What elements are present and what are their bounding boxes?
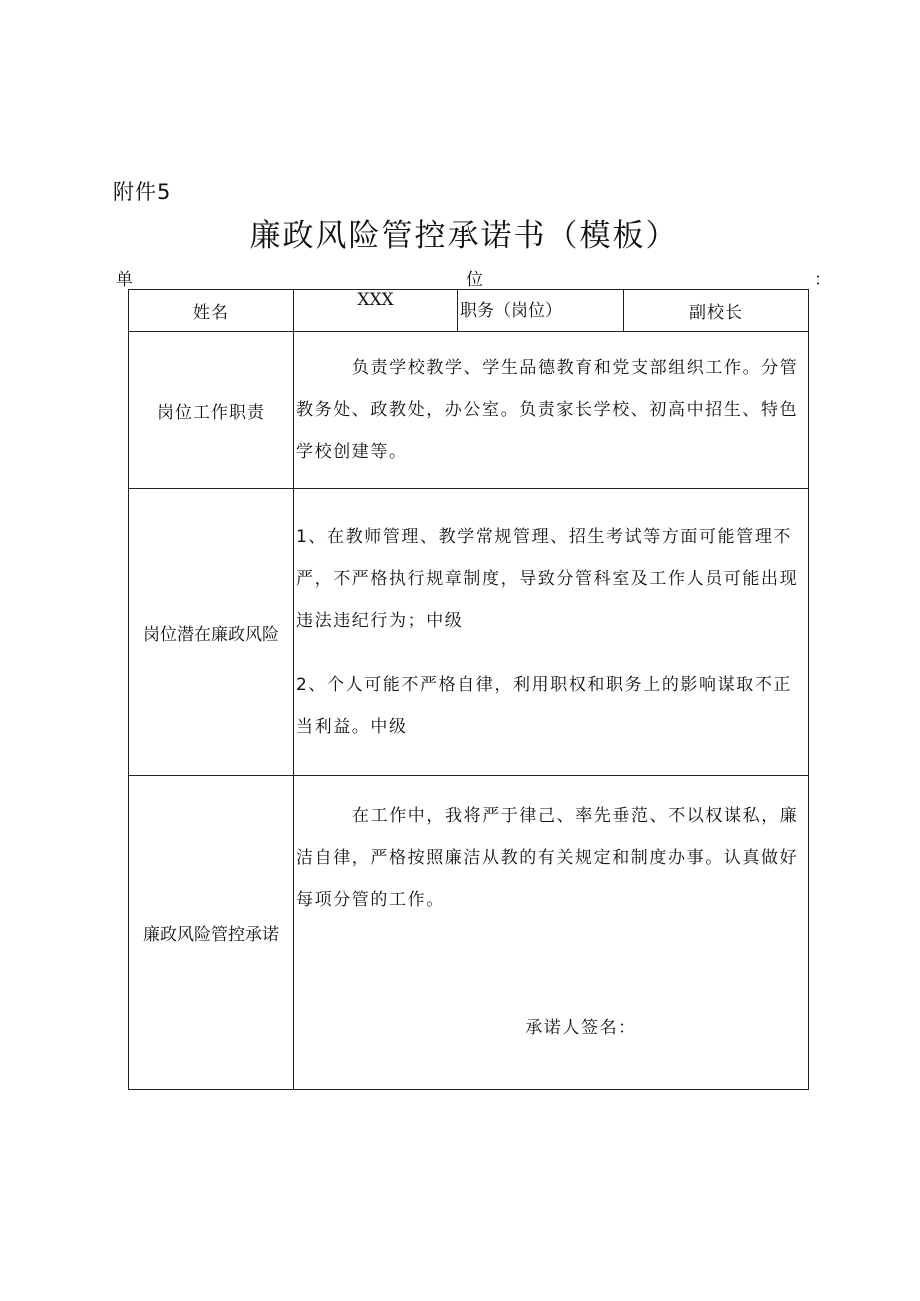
position-label-cell: [458, 290, 624, 332]
position-label: 职务（岗位）: [460, 300, 562, 321]
promise-label-cell: [129, 776, 294, 1090]
risk-item-2: 2、个人可能不严格自律，利用职权和职务上的影响谋取不正当利益。中级: [296, 675, 793, 737]
promise-text: 在工作中，我将严于律己、率先垂范、不以权谋私，廉洁自律，严格按照廉洁从教的有关规定和制度办事。认真做好每项分管的工作。: [296, 806, 799, 910]
promise-label: 廉政风险管控承诺: [143, 925, 279, 945]
duty-text: 负责学校教学、学生品德教育和党支部组织工作。分管教务处、政教处，办公室。负责家长学校、初高中招生、特色学校创建等。: [296, 358, 799, 462]
risk-content-cell: [294, 489, 809, 776]
table-row-promise: [129, 776, 809, 1090]
duty-content-cell: [294, 332, 809, 489]
unit-label-char-1: 单: [116, 270, 133, 290]
name-value: XXX: [357, 290, 394, 310]
commitment-table: [128, 289, 809, 1090]
duty-label-cell: [129, 332, 294, 489]
position-value-cell: [624, 290, 809, 332]
name-value-cell: [294, 290, 458, 332]
table-row-risk: [129, 489, 809, 776]
document-title: 廉政风险管控承诺书（模板）: [249, 218, 679, 254]
risk-item-1: 1、在教师管理、教学常规管理、招生考试等方面可能管理不严，不严格执行规章制度，导致分管科室及工作人员可能出现违法违纪行为；中级: [296, 527, 799, 631]
name-label: 姓名: [193, 302, 229, 323]
unit-label-char-2: 位: [466, 270, 483, 290]
unit-label-colon: ：: [814, 270, 831, 290]
promise-content-cell: [294, 776, 809, 1090]
attachment-label: 附件5: [113, 180, 172, 204]
signature-label: 承诺人签名：: [525, 1018, 637, 1038]
duty-label: 岗位工作职责: [157, 402, 265, 423]
risk-label-cell: [129, 489, 294, 776]
position-value: 副校长: [689, 302, 743, 323]
table-row-duty: [129, 332, 809, 489]
table-row-header: [129, 290, 809, 332]
risk-label: 岗位潜在廉政风险: [143, 624, 279, 645]
name-label-cell: [129, 290, 294, 332]
